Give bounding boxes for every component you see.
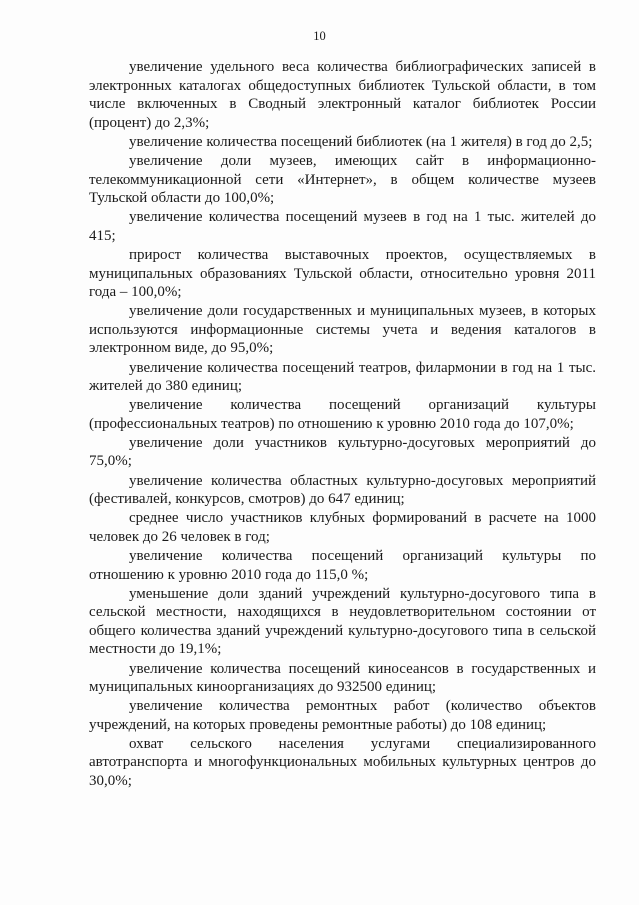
paragraph-5: прирост количества выставочных проектов, осуществляемых в муниципальных образованиях Тульской области, относительно уровня 2011 года – 100,0%; (89, 246, 596, 301)
paragraph-10: увеличение количества областных культурно-досуговых мероприятий (фестивалей, конкурсов, смотров) до 647 единиц; (89, 472, 596, 508)
paragraph-12: увеличение количества посещений организаций культуры по отношению к уровню 2010 года до 115,0 %; (89, 547, 596, 583)
paragraph-3: увеличение доли музеев, имеющих сайт в информационно-телекоммуникационной сети «Интернет», в общем количестве музеев Тульской области до 100,0%; (89, 152, 596, 207)
paragraph-4: увеличение количества посещений музеев в год на 1 тыс. жителей до 415; (89, 209, 596, 244)
paragraph-1: увеличение удельного веса количества библиографических записей в электронных каталогах общедоступных библиотек Тульской области, в том числе включенных в Сводный электронный каталог библиотек России (процент) до 2,3%; (89, 59, 596, 131)
paragraph-8: увеличение количества посещений организаций культуры (профессиональных театров) по отношению к уровню 2010 года до 107,0%; (89, 397, 596, 432)
paragraph-14: увеличение количества посещений киносеансов в государственных и муниципальных киноорганизациях до 932500 единиц; (89, 660, 596, 696)
paragraph-7: увеличение количества посещений театров, филармонии в год на 1 тыс. жителей до 380 единиц; (89, 359, 596, 395)
paragraph-15: увеличение количества ремонтных работ (количество объектов учреждений, на которых проведены ремонтные работы) до 108 единиц; (89, 698, 596, 733)
document-body (89, 58, 596, 791)
paragraph-2: увеличение количества посещений библиотек (на 1 жителя) в год до 2,5; (129, 133, 593, 150)
paragraph-6: увеличение доли государственных и муниципальных музеев, в которых используются информационные системы учета и ведения каталогов в электронном виде, до 95,0%; (89, 303, 596, 357)
page-number: 10 (313, 29, 326, 43)
paragraph-13: уменьшение доли зданий учреждений культурно-досугового типа в сельской местности, находящихся в неудовлетворительном состоянии от общего количества зданий учреждений культурно-досугового типа в сельской местности до 19,1%; (89, 585, 596, 658)
paragraph-16: охват сельского населения услугами специализированного автотранспорта и многофункциональных мобильных культурных центров до 30,0%; (89, 735, 596, 790)
paragraph-11: среднее число участников клубных формирований в расчете на 1000 человек до 26 человек в год; (89, 510, 596, 545)
paragraph-9: увеличение доли участников культурно-досуговых мероприятий до 75,0%; (89, 434, 596, 470)
